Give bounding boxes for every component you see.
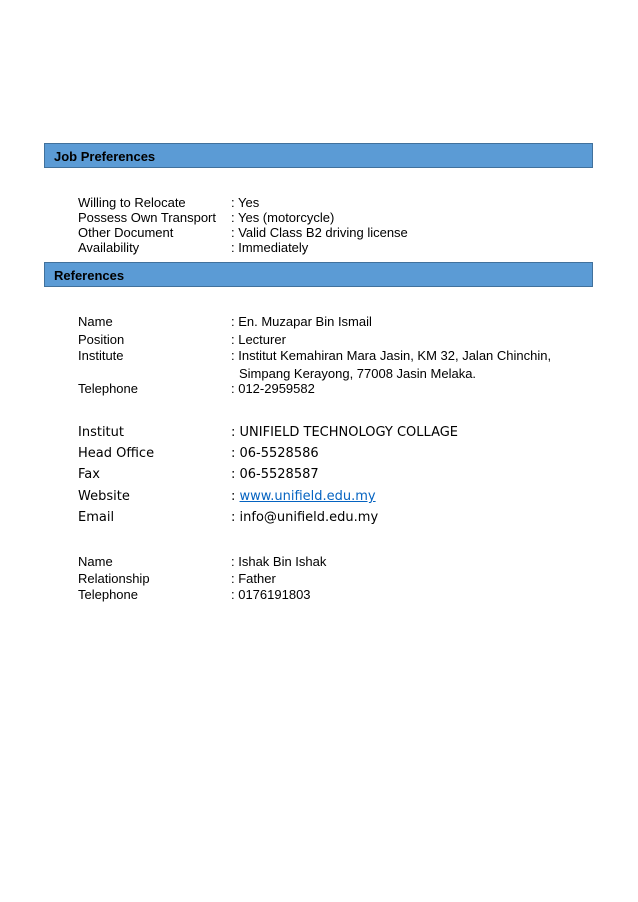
- ref2-name-label: Name: [78, 554, 113, 569]
- org-institut-label: Institut: [78, 425, 124, 440]
- org-email-value: : info@unifield.edu.my: [231, 510, 379, 525]
- ref1-institute-value-line2: Simpang Kerayong, 77008 Jasin Melaka.: [239, 366, 477, 381]
- ref1-telephone-label: Telephone: [78, 381, 138, 396]
- ref1-institute-label: Institute: [78, 348, 124, 363]
- availability-value: : Immediately: [231, 240, 309, 255]
- transport-value: : Yes (motorcycle): [231, 210, 335, 225]
- ref1-institute-value: : Institut Kemahiran Mara Jasin, KM 32, Jalan Chinchin,: [231, 348, 552, 363]
- ref2-relationship-label: Relationship: [78, 571, 150, 586]
- ref1-name-value: : En. Muzapar Bin Ismail: [231, 314, 372, 329]
- relocate-label: Willing to Relocate: [78, 195, 186, 210]
- website-link[interactable]: www.unifield.edu.my: [239, 489, 376, 504]
- ref1-position-label: Position: [78, 332, 125, 347]
- org-email-label: Email: [78, 510, 115, 525]
- transport-label: Possess Own Transport: [78, 210, 216, 225]
- job-preferences-title: Job Preferences: [54, 149, 156, 164]
- availability-label: Availability: [78, 240, 140, 255]
- document-value: : Valid Class B2 driving license: [231, 225, 408, 240]
- ref2-telephone-label: Telephone: [78, 587, 138, 602]
- references-title: References: [54, 268, 125, 283]
- relocate-value: : Yes: [231, 195, 260, 210]
- org-head-office-value: : 06-5528586: [231, 446, 319, 461]
- org-website-prefix: :: [231, 489, 240, 504]
- org-fax-label: Fax: [78, 467, 100, 482]
- document-label: Other Document: [78, 225, 174, 240]
- references-header: [44, 262, 593, 287]
- job-preferences-header: [44, 143, 593, 168]
- ref2-telephone-value: : 0176191803: [231, 587, 311, 602]
- org-fax-value: : 06-5528587: [231, 467, 319, 482]
- org-website-value: [231, 489, 376, 504]
- ref1-name-label: Name: [78, 314, 113, 329]
- ref1-position-value: : Lecturer: [231, 332, 286, 347]
- ref2-name-value: : Ishak Bin Ishak: [231, 554, 327, 569]
- org-head-office-label: Head Office: [78, 446, 155, 461]
- ref2-relationship-value: : Father: [231, 571, 276, 586]
- org-website-label: Website: [78, 489, 130, 504]
- org-institut-value: : UNIFIELD TECHNOLOGY COLLAGE: [231, 425, 459, 440]
- ref1-telephone-value: : 012-2959582: [231, 381, 315, 396]
